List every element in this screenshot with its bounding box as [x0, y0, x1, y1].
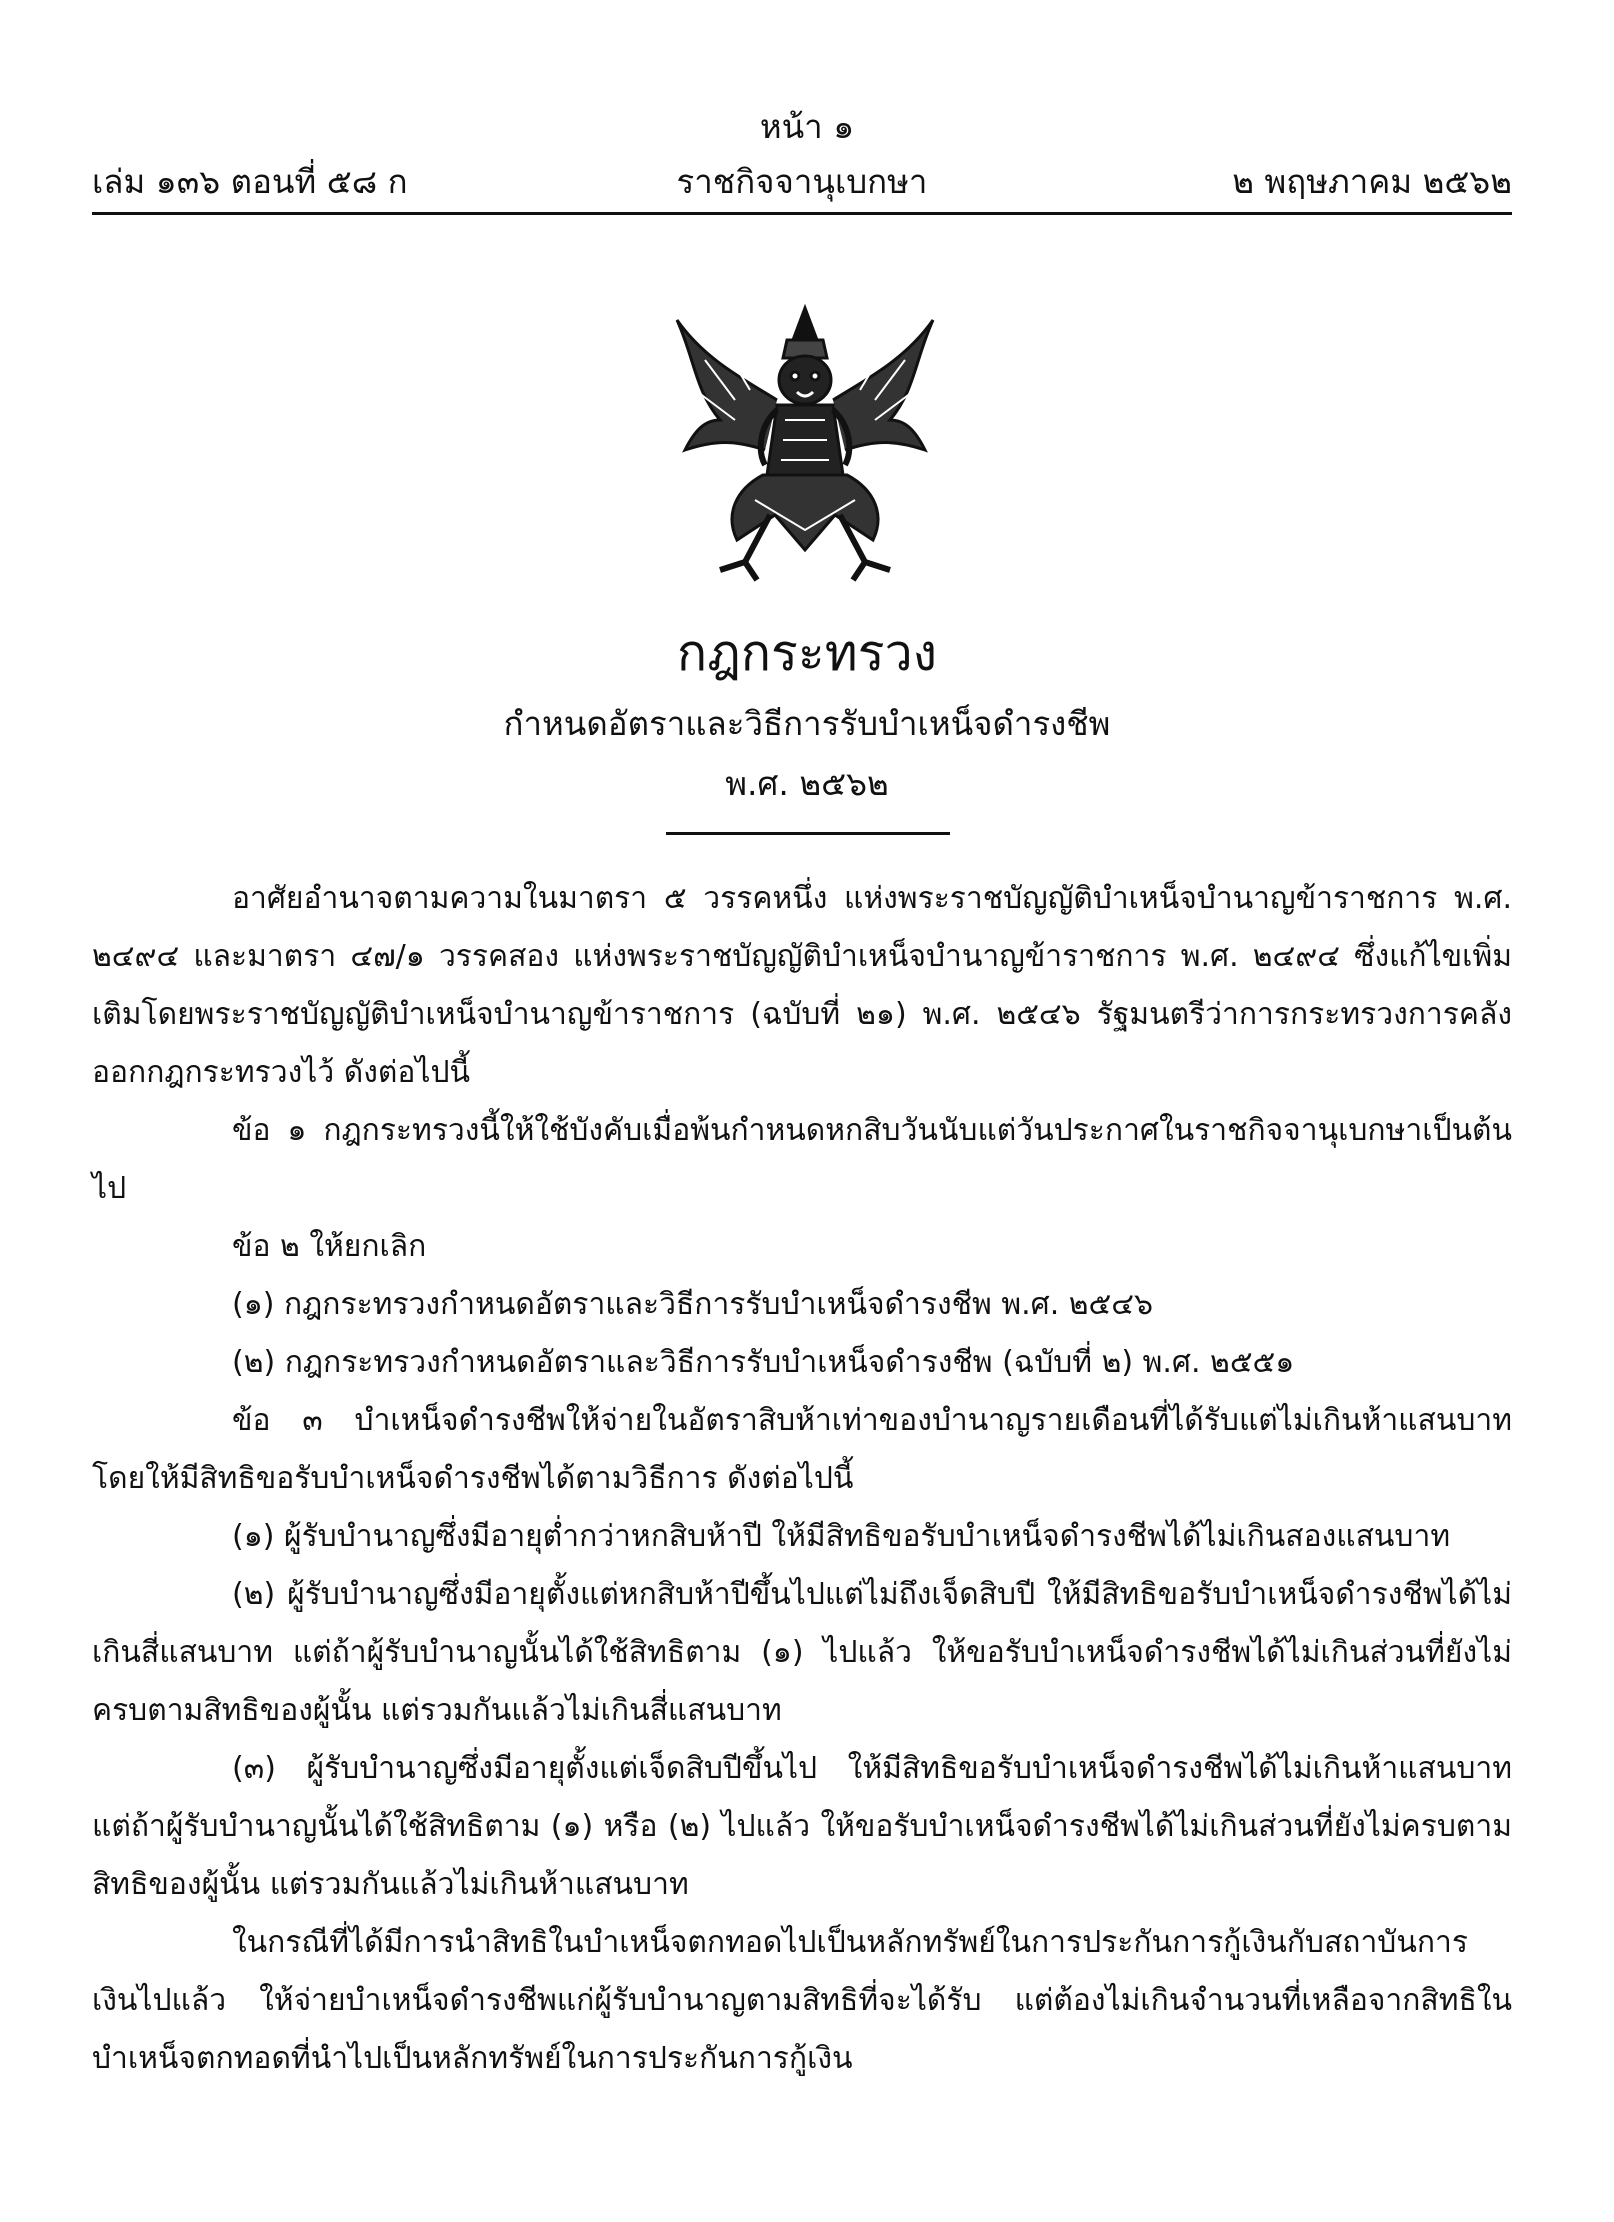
clause-2-item-2: (๒) กฎกระทรวงกำหนดอัตราและวิธีการรับบำเหน็จดำรงชีพ (ฉบับที่ ๒) พ.ศ. ๒๕๕๑ [232, 1345, 1295, 1380]
document-body [92, 870, 1512, 2088]
publication-date: ๒ พฤษภาคม ๒๕๖๒ [1232, 162, 1512, 201]
gazette-name: ราชกิจจานุเบกษา [676, 162, 928, 201]
clause-2: ข้อ ๒ ให้ยกเลิก [232, 1229, 427, 1264]
document-title: กฎกระทรวง [676, 624, 938, 682]
clause-3-item-1: (๑) ผู้รับบำนาญซึ่งมีอายุต่ำกว่าหกสิบห้าปี ให้มีสิทธิขอรับบำเหน็จดำรงชีพได้ไม่เกินสองแสนบาท [232, 1519, 1451, 1554]
clause-1: ข้อ ๑ กฎกระทรวงนี้ให้ใช้บังคับเมื่อพ้นกำหนดหกสิบวันนับแต่วันประกาศในราชกิจจานุเบกษาเป็นต้นไป [92, 1113, 1512, 1206]
clause-3: ข้อ ๓ บำเหน็จดำรงชีพให้จ่ายในอัตราสิบห้าเท่าของบำนาญรายเดือนที่ได้รับแต่ไม่เกินห้าแสนบาท โดยให้มีสิทธิขอรับบำเหน็จดำรงชีพได้ตามวิธีการ ดังต่อไปนี้ [92, 1403, 1512, 1496]
document-year: พ.ศ. ๒๕๖๒ [725, 764, 889, 803]
preamble-paragraph: อาศัยอำนาจตามความในมาตรา ๕ วรรคหนึ่ง แห่งพระราชบัญญัติบำเหน็จบำนาญข้าราชการ พ.ศ. ๒๔๙๔ และมาตรา ๔๗/๑ วรรคสอง แห่งพระราชบัญญัติบำเหน็จบำนาญข้าราชการ พ.ศ. ๒๔๙๔ ซึ่งแก้ไขเพิ่มเติมโดยพระราชบัญญัติบำเหน็จบำนาญข้าราชการ (ฉบับที่ ๒๑) พ.ศ. ๒๕๔๖ รัฐมนตรีว่าการกระทรวงการคลังออกกฎกระทรวงไว้ ดังต่อไปนี้ [92, 881, 1512, 1090]
document-subtitle: กำหนดอัตราและวิธีการรับบำเหน็จดำรงชีพ [503, 704, 1111, 743]
page-number: หน้า ๑ [759, 107, 855, 146]
gazette-header [92, 160, 1512, 204]
clause-3-item-3: (๓) ผู้รับบำนาญซึ่งมีอายุตั้งแต่เจ็ดสิบปีขึ้นไป ให้มีสิทธิขอรับบำเหน็จดำรงชีพได้ไม่เกินห้าแสนบาท แต่ถ้าผู้รับบำนาญนั้นได้ใช้สิทธิตาม (๑) หรือ (๒) ไปแล้ว ให้ขอรับบำเหน็จดำรงชีพได้ไม่เกินส่วนที่ยังไม่ครบตามสิทธิของผู้นั้น แต่รวมกันแล้วไม่เกินห้าแสนบาท [92, 1751, 1512, 1902]
header-divider [92, 212, 1512, 215]
clause-3-item-2: (๒) ผู้รับบำนาญซึ่งมีอายุตั้งแต่หกสิบห้าปีขึ้นไปแต่ไม่ถึงเจ็ดสิบปี ให้มีสิทธิขอรับบำเหน็จดำรงชีพได้ไม่เกินสี่แสนบาท แต่ถ้าผู้รับบำนาญนั้นได้ใช้สิทธิตาม (๑) ไปแล้ว ให้ขอรับบำเหน็จดำรงชีพได้ไม่เกินส่วนที่ยังไม่ครบตามสิทธิของผู้นั้น แต่รวมกันแล้วไม่เกินสี่แสนบาท [92, 1577, 1512, 1728]
clause-3-closing-paragraph: ในกรณีที่ได้มีการนำสิทธิในบำเหน็จตกทอดไปเป็นหลักทรัพย์ในการประกันการกู้เงินกับสถาบันการเงินไปแล้ว ให้จ่ายบำเหน็จดำรงชีพแก่ผู้รับบำนาญตามสิทธิที่จะได้รับ แต่ต้องไม่เกินจำนวนที่เหลือจากสิทธิในบำเหน็จตกทอดที่นำไปเป็นหลักทรัพย์ในการประกันการกู้เงิน [92, 1925, 1512, 2076]
volume-issue: เล่ม ๑๓๖ ตอนที่ ๕๘ ก [92, 162, 408, 201]
garuda-emblem-icon [665, 300, 945, 585]
clause-2-item-1: (๑) กฎกระทรวงกำหนดอัตราและวิธีการรับบำเหน็จดำรงชีพ พ.ศ. ๒๕๔๖ [232, 1287, 1153, 1322]
title-divider [666, 832, 950, 835]
